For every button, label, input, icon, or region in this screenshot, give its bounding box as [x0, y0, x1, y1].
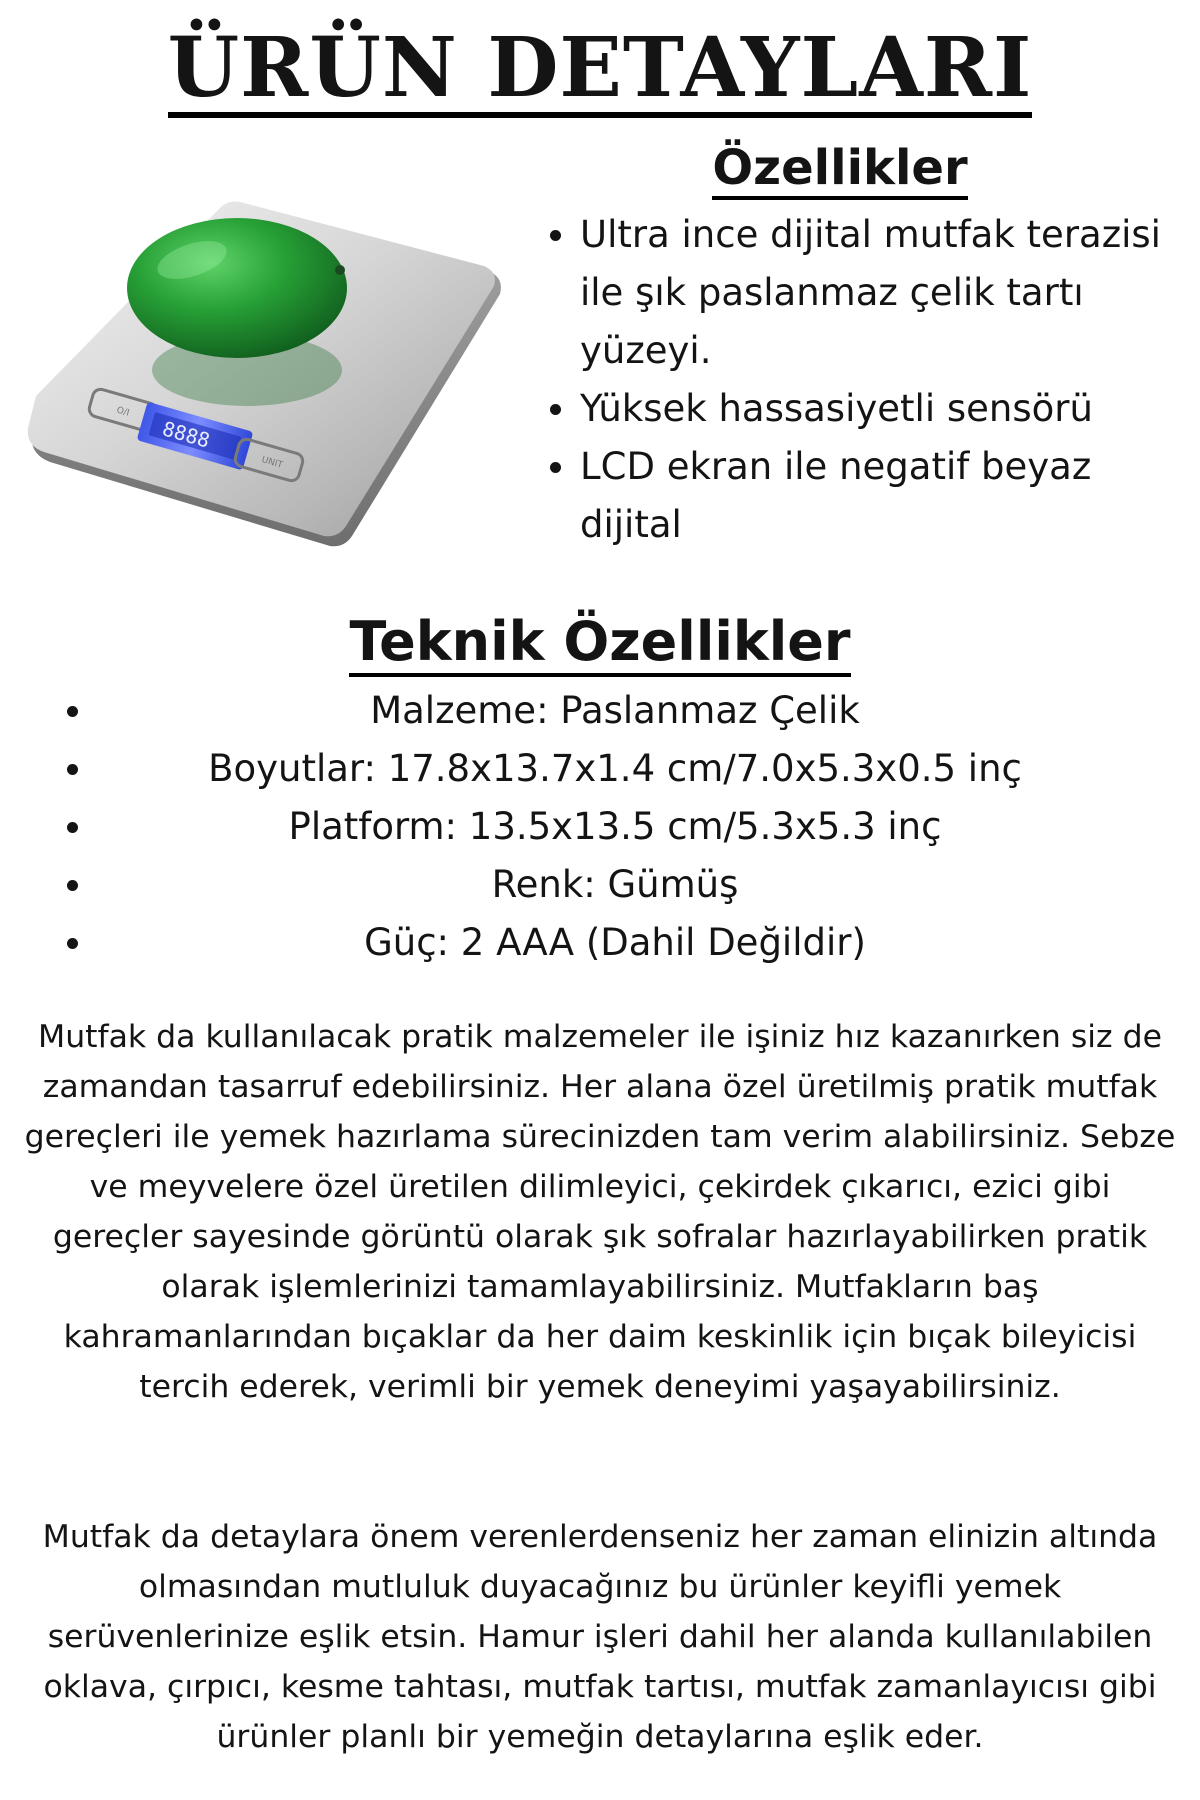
feature-item: Ultra ince dijital mutfak terazisi ile şık paslanmaz çelik tartı yüzeyi.: [540, 206, 1180, 380]
svg-text:8888: 8888: [159, 416, 213, 453]
technical-item-platform: Platform: 13.5x13.5 cm/5.3x5.3 inç: [0, 798, 1200, 856]
page-title-text: ÜRÜN DETAYLARI: [167, 20, 1033, 116]
features-heading: [540, 138, 1140, 198]
technical-item-power: Güç: 2 AAA (Dahil Değildir): [0, 914, 1200, 972]
feature-item: LCD ekran ile negatif beyaz dijital: [540, 438, 1180, 554]
features-heading-text: Özellikler: [712, 140, 967, 200]
svg-text:UNIT: UNIT: [260, 455, 284, 471]
svg-text:O/I: O/I: [115, 405, 131, 419]
technical-heading-text: Teknik Özellikler: [349, 610, 850, 677]
description-paragraph: Mutfak da detaylara önem verenlerdenseniz her zaman elinizin altında olmasından mutluluk duyacağınız bu ürünler keyifli yemek serüvenlerinize eşlik etsin. Hamur işleri dahil her alanda kullanılabilen oklava, çırpıcı, kesme tahtası, mutfak tartısı, mutfak zamanlayıcısı gibi ürünler planlı bir yemeğin detaylarına eşlik eder.: [42, 1519, 1158, 1755]
feature-item: Yüksek hassasiyetli sensörü: [540, 380, 1180, 438]
technical-item-color: Renk: Gümüş: [0, 856, 1200, 914]
features-list: [540, 206, 1180, 554]
technical-item-material: Malzeme: Paslanmaz Çelik: [0, 682, 1200, 740]
page-title: [0, 18, 1200, 118]
description-paragraph: Mutfak da kullanılacak pratik malzemeler ile işiniz hız kazanırken siz de zamandan tasarruf edebilirsiniz. Her alana özel üretilmiş pratik mutfak gereçleri ile yemek hazırlama sürecinizden tam verim alabilirsiniz. Sebze ve meyvelere özel üretilen dilimleyici, çekirdek çıkarıcı, ezici gibi gereçler sayesinde görüntü olarak şık sofralar hazırlayabilirken pratik olarak işlemlerinizi tamamlayabilirsiniz. Mutfakların baş kahramanlarından bıçaklar da her daim keskinlik için bıçak bileyicisi tercih ederek, verimli bir yemek deneyimi yaşayabilirsiniz.: [24, 1019, 1176, 1405]
technical-list: [0, 682, 1200, 972]
technical-item-dimensions: Boyutlar: 17.8x13.7x1.4 cm/7.0x5.3x0.5 inç: [0, 740, 1200, 798]
product-image-kitchen-scale: [22, 200, 512, 550]
technical-heading: [0, 608, 1200, 676]
